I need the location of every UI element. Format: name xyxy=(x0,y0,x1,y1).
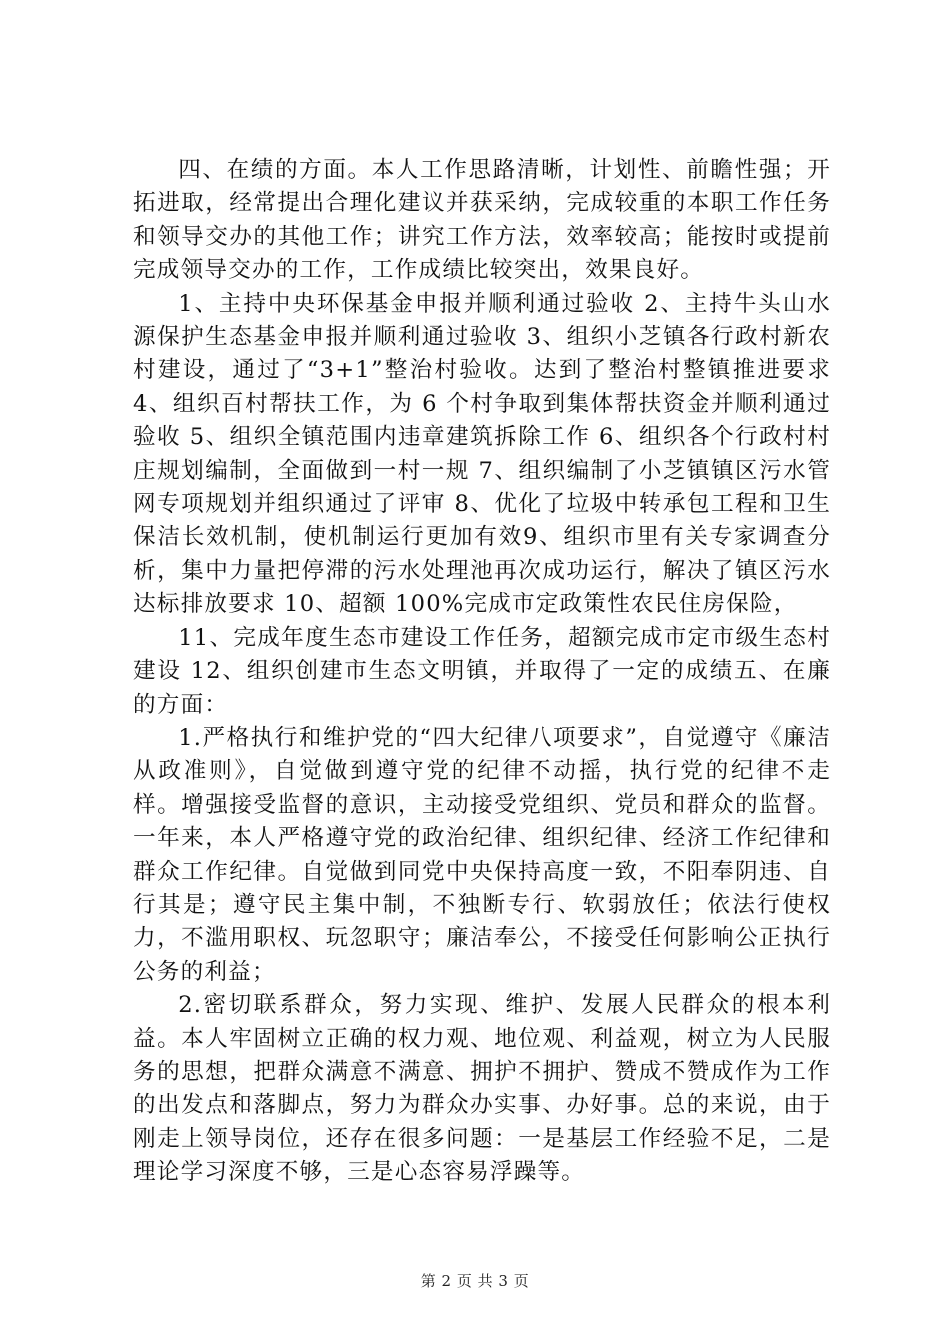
paragraph-achievements-list: 1、主持中央环保基金申报并顺利通过验收 2、主持牛头山水源保护生态基金申报并顺利通过验收 3、组织小芝镇各行政村新农村建设，通过了“3+1”整治村验收。达到了整治村整镇推进要求 4、组织百村帮扶工作，为 6 个村争取到集体帮扶资金并顺利通过验收 5、组织全镇范围内违章建筑拆除工作 6、组织各个行政村村庄规划编制，全面做到一村一规 7、组织编制了小芝镇镇区污水管网专项规划并组织通过了评审 8、优化了垃圾中转承包工程和卫生保洁长效机制，使机制运行更加有效9、组织市里有关专家调查分析，集中力量把停滞的污水处理池再次成功运行，解决了镇区污水达标排放要求 10、超额 100%完成市定政策性农民住房保险， xyxy=(133,290,831,618)
paragraph-integrity-1: 1.严格执行和维护党的“四大纪律八项要求”，自觉遵守《廉洁从政准则》，自觉做到遵守党的纪律不动摇，执行党的纪律不走样。增强接受监督的意识，主动接受党组织、党员和群众的监督。一年来，本人严格遵守党的政治纪律、组织纪律、经济工作纪律和群众工作纪律。自觉做到同党中央保持高度一致，不阳奉阴违、自行其是；遵守民主集中制，不独断专行、软弱放任；依法行使权力，不滥用职权、玩忽职守；廉洁奉公，不接受任何影响公正执行公务的利益； xyxy=(133,724,831,985)
paragraph-achievements-continued: 11、完成年度生态市建设工作任务，超额完成市定市级生态村建设 12、组织创建市生态文明镇，并取得了一定的成绩五、在廉的方面： xyxy=(133,624,831,718)
paragraph-integrity-2: 2.密切联系群众，努力实现、维护、发展人民群众的根本利益。本人牢固树立正确的权力观、地位观、利益观，树立为人民服务的思想，把群众满意不满意、拥护不拥护、赞成不赞成作为工作的出发点和落脚点，努力为群众办实事、办好事。总的来说，由于刚走上领导岗位，还存在很多问题：一是基层工作经验不足，二是理论学习深度不够，三是心态容易浮躁等。 xyxy=(133,992,831,1186)
document-body xyxy=(133,154,831,1190)
paragraph-performance: 四、在绩的方面。本人工作思路清晰，计划性、前瞻性强；开拓进取，经常提出合理化建议并获采纳，完成较重的本职工作任务和领导交办的其他工作；讲究工作方法，效率较高；能按时或提前完成领导交办的工作，工作成绩比较突出，效果良好。 xyxy=(133,157,831,284)
page-number-footer: 第 2 页 共 3 页 xyxy=(420,1272,530,1290)
